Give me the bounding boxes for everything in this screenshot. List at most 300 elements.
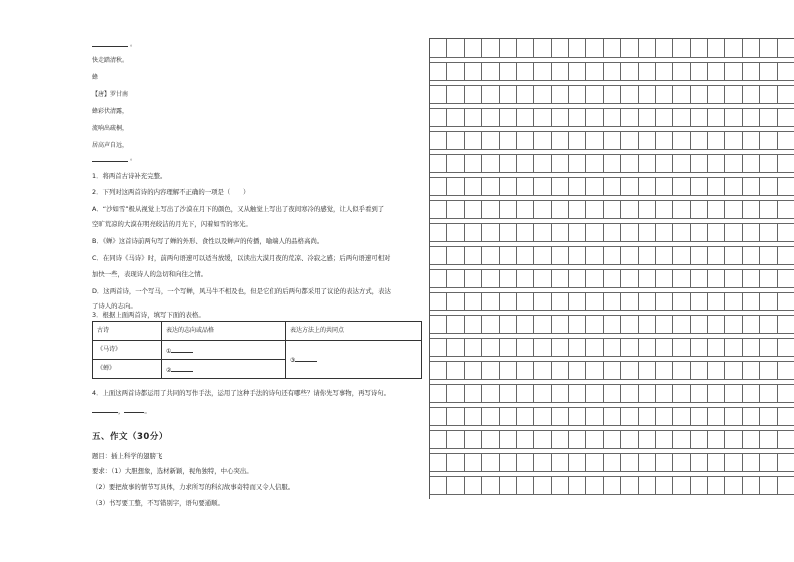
grid-cell[interactable] <box>586 223 603 242</box>
grid-cell[interactable] <box>708 39 725 58</box>
grid-cell[interactable] <box>708 223 725 242</box>
grid-cell[interactable] <box>569 292 586 311</box>
grid-cell[interactable] <box>691 453 708 472</box>
grid-cell[interactable] <box>500 223 517 242</box>
grid-cell[interactable] <box>465 246 482 265</box>
grid-cell[interactable] <box>482 315 499 334</box>
grid-cell[interactable] <box>482 269 499 288</box>
grid-cell[interactable] <box>447 62 464 81</box>
grid-cell[interactable] <box>639 200 656 219</box>
grid-cell[interactable] <box>604 476 621 495</box>
grid-cell[interactable] <box>447 85 464 104</box>
grid-cell[interactable] <box>639 154 656 173</box>
grid-cell[interactable] <box>639 62 656 81</box>
grid-cell[interactable] <box>691 223 708 242</box>
grid-cell[interactable] <box>639 430 656 449</box>
grid-cell[interactable] <box>673 269 690 288</box>
grid-cell[interactable] <box>639 292 656 311</box>
grid-cell[interactable] <box>482 131 499 150</box>
answer-underline[interactable] <box>124 406 144 413</box>
grid-cell[interactable] <box>552 476 569 495</box>
grid-cell[interactable] <box>447 246 464 265</box>
grid-cell[interactable] <box>743 154 760 173</box>
grid-cell[interactable] <box>586 39 603 58</box>
grid-cell[interactable] <box>569 361 586 380</box>
grid-cell[interactable] <box>778 131 794 150</box>
grid-cell[interactable] <box>569 246 586 265</box>
grid-cell[interactable] <box>656 315 673 334</box>
grid-cell[interactable] <box>465 200 482 219</box>
grid-cell[interactable] <box>604 85 621 104</box>
grid-cell[interactable] <box>656 407 673 426</box>
grid-cell[interactable] <box>534 154 551 173</box>
grid-cell[interactable] <box>430 384 447 403</box>
grid-cell[interactable] <box>725 269 742 288</box>
grid-cell[interactable] <box>673 407 690 426</box>
grid-cell[interactable] <box>708 154 725 173</box>
grid-cell[interactable] <box>604 453 621 472</box>
grid-cell[interactable] <box>430 292 447 311</box>
grid-cell[interactable] <box>621 361 638 380</box>
grid-cell[interactable] <box>569 315 586 334</box>
grid-cell[interactable] <box>500 154 517 173</box>
grid-cell[interactable] <box>691 384 708 403</box>
grid-cell[interactable] <box>500 131 517 150</box>
grid-cell[interactable] <box>517 315 534 334</box>
grid-cell[interactable] <box>743 85 760 104</box>
table-cell-answer[interactable] <box>286 341 422 379</box>
grid-cell[interactable] <box>760 430 777 449</box>
grid-cell[interactable] <box>500 39 517 58</box>
grid-cell[interactable] <box>639 315 656 334</box>
grid-cell[interactable] <box>743 177 760 196</box>
grid-cell[interactable] <box>465 292 482 311</box>
grid-cell[interactable] <box>656 223 673 242</box>
grid-cell[interactable] <box>447 338 464 357</box>
grid-cell[interactable] <box>604 292 621 311</box>
grid-cell[interactable] <box>621 200 638 219</box>
grid-cell[interactable] <box>725 430 742 449</box>
grid-cell[interactable] <box>760 39 777 58</box>
grid-cell[interactable] <box>691 476 708 495</box>
grid-cell[interactable] <box>517 62 534 81</box>
grid-cell[interactable] <box>447 315 464 334</box>
grid-cell[interactable] <box>673 62 690 81</box>
grid-cell[interactable] <box>552 39 569 58</box>
grid-cell[interactable] <box>465 85 482 104</box>
grid-cell[interactable] <box>760 361 777 380</box>
grid-cell[interactable] <box>430 131 447 150</box>
grid-cell[interactable] <box>500 407 517 426</box>
grid-cell[interactable] <box>569 269 586 288</box>
grid-cell[interactable] <box>447 223 464 242</box>
grid-cell[interactable] <box>534 200 551 219</box>
grid-cell[interactable] <box>534 39 551 58</box>
grid-cell[interactable] <box>517 39 534 58</box>
answer-blank[interactable] <box>92 161 128 162</box>
grid-cell[interactable] <box>552 292 569 311</box>
grid-cell[interactable] <box>708 384 725 403</box>
grid-cell[interactable] <box>586 246 603 265</box>
grid-cell[interactable] <box>569 430 586 449</box>
grid-cell[interactable] <box>743 62 760 81</box>
grid-cell[interactable] <box>621 177 638 196</box>
grid-cell[interactable] <box>552 108 569 127</box>
grid-cell[interactable] <box>621 85 638 104</box>
grid-cell[interactable] <box>552 430 569 449</box>
grid-cell[interactable] <box>778 177 794 196</box>
grid-cell[interactable] <box>465 269 482 288</box>
grid-cell[interactable] <box>500 200 517 219</box>
grid-cell[interactable] <box>430 361 447 380</box>
grid-cell[interactable] <box>656 476 673 495</box>
grid-cell[interactable] <box>569 62 586 81</box>
grid-cell[interactable] <box>760 108 777 127</box>
grid-cell[interactable] <box>656 292 673 311</box>
grid-cell[interactable] <box>604 131 621 150</box>
grid-cell[interactable] <box>778 407 794 426</box>
grid-cell[interactable] <box>725 246 742 265</box>
grid-cell[interactable] <box>691 407 708 426</box>
grid-cell[interactable] <box>656 269 673 288</box>
grid-cell[interactable] <box>778 430 794 449</box>
grid-cell[interactable] <box>778 361 794 380</box>
grid-cell[interactable] <box>673 108 690 127</box>
grid-cell[interactable] <box>673 476 690 495</box>
grid-cell[interactable] <box>673 131 690 150</box>
grid-cell[interactable] <box>586 407 603 426</box>
grid-cell[interactable] <box>691 108 708 127</box>
grid-cell[interactable] <box>673 430 690 449</box>
grid-cell[interactable] <box>586 85 603 104</box>
grid-cell[interactable] <box>621 315 638 334</box>
grid-cell[interactable] <box>725 131 742 150</box>
grid-cell[interactable] <box>500 361 517 380</box>
grid-cell[interactable] <box>430 177 447 196</box>
grid-cell[interactable] <box>760 154 777 173</box>
grid-cell[interactable] <box>621 269 638 288</box>
grid-cell[interactable] <box>482 246 499 265</box>
grid-cell[interactable] <box>743 453 760 472</box>
grid-cell[interactable] <box>482 39 499 58</box>
grid-cell[interactable] <box>517 131 534 150</box>
grid-cell[interactable] <box>673 177 690 196</box>
grid-cell[interactable] <box>778 384 794 403</box>
grid-cell[interactable] <box>447 154 464 173</box>
grid-cell[interactable] <box>586 177 603 196</box>
grid-cell[interactable] <box>447 292 464 311</box>
grid-cell[interactable] <box>569 338 586 357</box>
grid-cell[interactable] <box>430 85 447 104</box>
grid-cell[interactable] <box>760 453 777 472</box>
grid-cell[interactable] <box>621 62 638 81</box>
grid-cell[interactable] <box>517 361 534 380</box>
grid-cell[interactable] <box>639 108 656 127</box>
grid-cell[interactable] <box>743 200 760 219</box>
grid-cell[interactable] <box>534 292 551 311</box>
grid-cell[interactable] <box>447 430 464 449</box>
grid-cell[interactable] <box>673 39 690 58</box>
grid-cell[interactable] <box>673 154 690 173</box>
grid-cell[interactable] <box>604 200 621 219</box>
answer-blank[interactable] <box>92 46 128 47</box>
grid-cell[interactable] <box>691 315 708 334</box>
grid-cell[interactable] <box>586 131 603 150</box>
grid-cell[interactable] <box>500 269 517 288</box>
grid-cell[interactable] <box>691 430 708 449</box>
grid-cell[interactable] <box>586 430 603 449</box>
grid-cell[interactable] <box>482 407 499 426</box>
grid-cell[interactable] <box>586 200 603 219</box>
grid-cell[interactable] <box>604 384 621 403</box>
grid-cell[interactable] <box>430 200 447 219</box>
grid-cell[interactable] <box>621 108 638 127</box>
grid-cell[interactable] <box>656 200 673 219</box>
grid-cell[interactable] <box>604 246 621 265</box>
grid-cell[interactable] <box>691 200 708 219</box>
grid-cell[interactable] <box>778 108 794 127</box>
grid-cell[interactable] <box>517 85 534 104</box>
grid-cell[interactable] <box>656 246 673 265</box>
grid-cell[interactable] <box>621 338 638 357</box>
grid-cell[interactable] <box>534 315 551 334</box>
grid-cell[interactable] <box>743 223 760 242</box>
grid-cell[interactable] <box>465 476 482 495</box>
grid-cell[interactable] <box>725 361 742 380</box>
grid-cell[interactable] <box>500 246 517 265</box>
grid-cell[interactable] <box>673 361 690 380</box>
grid-cell[interactable] <box>743 39 760 58</box>
grid-cell[interactable] <box>517 269 534 288</box>
grid-cell[interactable] <box>569 177 586 196</box>
grid-cell[interactable] <box>656 177 673 196</box>
grid-cell[interactable] <box>621 453 638 472</box>
grid-cell[interactable] <box>604 39 621 58</box>
grid-cell[interactable] <box>760 338 777 357</box>
grid-cell[interactable] <box>552 223 569 242</box>
grid-cell[interactable] <box>482 85 499 104</box>
grid-cell[interactable] <box>586 292 603 311</box>
grid-cell[interactable] <box>465 407 482 426</box>
grid-cell[interactable] <box>482 338 499 357</box>
grid-cell[interactable] <box>500 62 517 81</box>
grid-cell[interactable] <box>604 430 621 449</box>
grid-cell[interactable] <box>465 154 482 173</box>
grid-cell[interactable] <box>778 453 794 472</box>
grid-cell[interactable] <box>430 269 447 288</box>
grid-cell[interactable] <box>500 476 517 495</box>
grid-cell[interactable] <box>708 108 725 127</box>
grid-cell[interactable] <box>760 384 777 403</box>
grid-cell[interactable] <box>482 154 499 173</box>
grid-cell[interactable] <box>569 131 586 150</box>
grid-cell[interactable] <box>465 108 482 127</box>
grid-cell[interactable] <box>552 338 569 357</box>
grid-cell[interactable] <box>430 407 447 426</box>
grid-cell[interactable] <box>656 154 673 173</box>
grid-cell[interactable] <box>447 200 464 219</box>
grid-cell[interactable] <box>482 108 499 127</box>
grid-cell[interactable] <box>430 223 447 242</box>
grid-cell[interactable] <box>604 407 621 426</box>
grid-cell[interactable] <box>743 384 760 403</box>
grid-cell[interactable] <box>534 246 551 265</box>
grid-cell[interactable] <box>760 292 777 311</box>
grid-cell[interactable] <box>447 131 464 150</box>
grid-cell[interactable] <box>604 361 621 380</box>
grid-cell[interactable] <box>586 384 603 403</box>
grid-cell[interactable] <box>552 315 569 334</box>
grid-cell[interactable] <box>447 177 464 196</box>
grid-cell[interactable] <box>552 154 569 173</box>
grid-cell[interactable] <box>656 108 673 127</box>
grid-cell[interactable] <box>778 223 794 242</box>
grid-cell[interactable] <box>534 223 551 242</box>
grid-cell[interactable] <box>447 453 464 472</box>
grid-cell[interactable] <box>708 476 725 495</box>
grid-cell[interactable] <box>708 315 725 334</box>
grid-cell[interactable] <box>500 292 517 311</box>
grid-cell[interactable] <box>552 269 569 288</box>
grid-cell[interactable] <box>569 154 586 173</box>
grid-cell[interactable] <box>639 407 656 426</box>
grid-cell[interactable] <box>656 62 673 81</box>
grid-cell[interactable] <box>691 154 708 173</box>
grid-cell[interactable] <box>586 361 603 380</box>
grid-cell[interactable] <box>552 384 569 403</box>
grid-cell[interactable] <box>656 85 673 104</box>
grid-cell[interactable] <box>552 361 569 380</box>
grid-cell[interactable] <box>639 361 656 380</box>
grid-cell[interactable] <box>639 269 656 288</box>
grid-cell[interactable] <box>639 384 656 403</box>
grid-cell[interactable] <box>552 246 569 265</box>
composition-grid[interactable] <box>429 38 794 499</box>
grid-cell[interactable] <box>725 200 742 219</box>
grid-cell[interactable] <box>639 246 656 265</box>
grid-cell[interactable] <box>552 407 569 426</box>
grid-cell[interactable] <box>534 338 551 357</box>
grid-cell[interactable] <box>465 338 482 357</box>
grid-cell[interactable] <box>569 384 586 403</box>
grid-cell[interactable] <box>656 361 673 380</box>
grid-cell[interactable] <box>778 246 794 265</box>
grid-cell[interactable] <box>517 223 534 242</box>
grid-cell[interactable] <box>482 384 499 403</box>
grid-cell[interactable] <box>517 384 534 403</box>
grid-cell[interactable] <box>517 200 534 219</box>
grid-cell[interactable] <box>778 315 794 334</box>
grid-cell[interactable] <box>534 269 551 288</box>
grid-cell[interactable] <box>552 85 569 104</box>
grid-cell[interactable] <box>691 62 708 81</box>
grid-cell[interactable] <box>534 476 551 495</box>
grid-cell[interactable] <box>725 315 742 334</box>
grid-cell[interactable] <box>604 62 621 81</box>
grid-cell[interactable] <box>673 338 690 357</box>
grid-cell[interactable] <box>465 384 482 403</box>
grid-cell[interactable] <box>656 453 673 472</box>
grid-cell[interactable] <box>691 269 708 288</box>
grid-cell[interactable] <box>743 476 760 495</box>
grid-cell[interactable] <box>639 453 656 472</box>
grid-cell[interactable] <box>482 361 499 380</box>
grid-cell[interactable] <box>465 430 482 449</box>
grid-cell[interactable] <box>586 154 603 173</box>
grid-cell[interactable] <box>673 384 690 403</box>
grid-cell[interactable] <box>725 292 742 311</box>
question-4-answer-line[interactable]: ， 。 <box>92 406 151 414</box>
grid-cell[interactable] <box>743 246 760 265</box>
grid-cell[interactable] <box>743 338 760 357</box>
grid-cell[interactable] <box>604 223 621 242</box>
grid-cell[interactable] <box>778 62 794 81</box>
grid-cell[interactable] <box>621 246 638 265</box>
grid-cell[interactable] <box>569 200 586 219</box>
grid-cell[interactable] <box>586 62 603 81</box>
grid-cell[interactable] <box>743 108 760 127</box>
grid-cell[interactable] <box>447 384 464 403</box>
grid-cell[interactable] <box>725 338 742 357</box>
answer-underline[interactable] <box>171 365 193 372</box>
answer-underline[interactable] <box>295 355 317 362</box>
grid-cell[interactable] <box>743 430 760 449</box>
grid-cell[interactable] <box>534 131 551 150</box>
grid-cell[interactable] <box>517 430 534 449</box>
grid-cell[interactable] <box>482 223 499 242</box>
grid-cell[interactable] <box>586 453 603 472</box>
grid-cell[interactable] <box>534 407 551 426</box>
grid-cell[interactable] <box>760 223 777 242</box>
grid-cell[interactable] <box>743 131 760 150</box>
grid-cell[interactable] <box>534 62 551 81</box>
grid-cell[interactable] <box>534 177 551 196</box>
grid-cell[interactable] <box>430 39 447 58</box>
grid-cell[interactable] <box>517 338 534 357</box>
grid-cell[interactable] <box>447 476 464 495</box>
grid-cell[interactable] <box>569 39 586 58</box>
grid-cell[interactable] <box>621 223 638 242</box>
grid-cell[interactable] <box>604 177 621 196</box>
grid-cell[interactable] <box>725 39 742 58</box>
grid-cell[interactable] <box>778 85 794 104</box>
grid-cell[interactable] <box>708 407 725 426</box>
grid-cell[interactable] <box>430 338 447 357</box>
grid-cell[interactable] <box>708 269 725 288</box>
grid-cell[interactable] <box>760 62 777 81</box>
grid-cell[interactable] <box>691 338 708 357</box>
grid-cell[interactable] <box>656 430 673 449</box>
grid-cell[interactable] <box>673 223 690 242</box>
grid-cell[interactable] <box>656 384 673 403</box>
grid-cell[interactable] <box>673 85 690 104</box>
table-cell-answer[interactable] <box>162 341 286 360</box>
grid-cell[interactable] <box>482 62 499 81</box>
grid-cell[interactable] <box>691 246 708 265</box>
grid-cell[interactable] <box>500 384 517 403</box>
grid-cell[interactable] <box>447 269 464 288</box>
grid-cell[interactable] <box>639 223 656 242</box>
grid-cell[interactable] <box>517 177 534 196</box>
grid-cell[interactable] <box>534 108 551 127</box>
grid-cell[interactable] <box>482 177 499 196</box>
grid-cell[interactable] <box>673 246 690 265</box>
grid-cell[interactable] <box>725 407 742 426</box>
grid-cell[interactable] <box>500 177 517 196</box>
grid-cell[interactable] <box>552 200 569 219</box>
grid-cell[interactable] <box>586 108 603 127</box>
grid-cell[interactable] <box>430 246 447 265</box>
